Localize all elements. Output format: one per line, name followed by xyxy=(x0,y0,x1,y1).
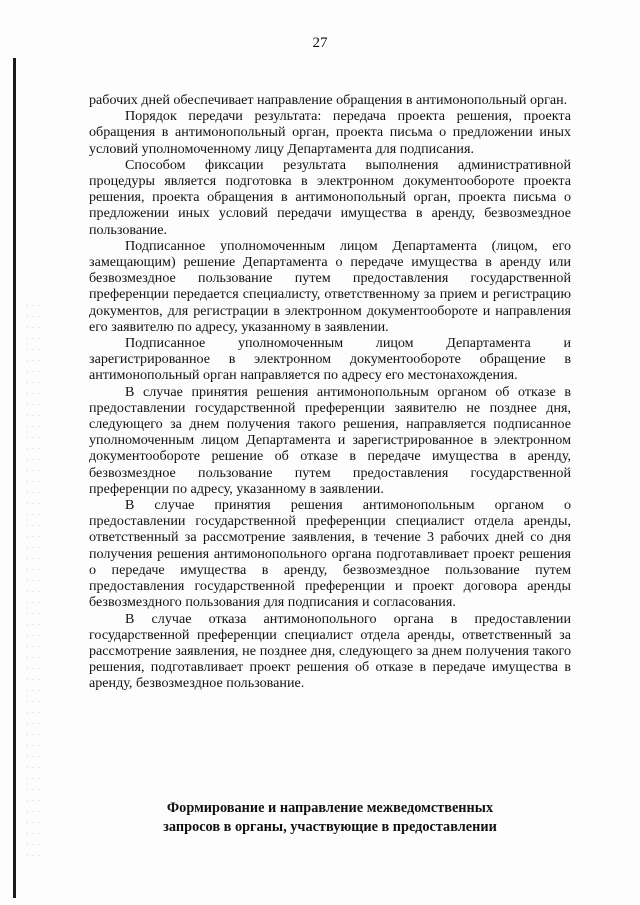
section-heading xyxy=(89,799,571,837)
document-body xyxy=(89,92,571,692)
paragraph-2: Порядок передачи результата: передача проекта решения, проекта обращения в антимонопольный орган, проекта письма о предложении иных условий уполномоченному лицу Департамента для подписания. xyxy=(89,108,571,157)
section-heading-line-2: запросов в органы, участвующие в предоставлении xyxy=(163,819,497,835)
scan-noise xyxy=(24,300,44,860)
scan-binding-edge xyxy=(13,58,16,898)
paragraph-4: Подписанное уполномоченным лицом Департамента (лицом, его замещающим) решение Департамента о передаче имущества в аренду или безвозмездное пользование путем предоставления государственной преференции передается специалисту, ответственному за прием и регистрацию документов, для регистрации в электронном документообороте и направления его заявителю по адресу, указанному в заявлении. xyxy=(89,237,571,335)
section-heading-line-1: Формирование и направление межведомственных xyxy=(166,800,494,816)
paragraph-6: В случае принятия решения антимонопольным органом об отказе в предоставлении государственной преференции заявителю не позднее дня, следующего за днем получения такого решения, направляется подписанное уполномоченным лицом Департамента и зарегистрированное в электронном документообороте решение об отказе в передаче имущества в аренду, безвозмездное пользование путем предоставления государственной преференции по адресу, указанному в заявлении. xyxy=(89,383,571,497)
paragraph-7: В случае принятия решения антимонопольным органом о предоставлении государственной преференции специалист отдела аренды, ответственный за рассмотрение заявления, в течение 3 рабочих дней со дня получения решения антимонопольного органа подготавливает проект решения о передаче имущества в аренду, безвозмездное пользование путем предоставления государственной преференции и проект договора аренды безвозмездного пользования для подписания и согласования. xyxy=(89,497,571,611)
paragraph-3: Способом фиксации результата выполнения административной процедуры является подготовка в электронном документообороте проекта решения, проекта обращения в антимонопольный орган, проекта письма о предложении иных условий передачи имущества в аренду, безвозмездное пользование. xyxy=(89,156,571,238)
paragraph-8: В случае отказа антимонопольного органа в предоставлении государственной преференции специалист отдела аренды, ответственный за рассмотрение заявления, не позднее дня, следующего за днем получения такого решения, подготавливает проект решения об отказе в передаче имущества в аренду, безвозмездное пользование. xyxy=(89,610,571,692)
paragraph-1: рабочих дней обеспечивает направление обращения в антимонопольный орган. xyxy=(89,92,568,108)
page-number: 27 xyxy=(312,35,328,51)
paragraph-5: Подписанное уполномоченным лицом Департамента и зарегистрированное в электронном документообороте обращение в антимонопольный орган направляется по адресу его местонахождения. xyxy=(89,335,571,384)
